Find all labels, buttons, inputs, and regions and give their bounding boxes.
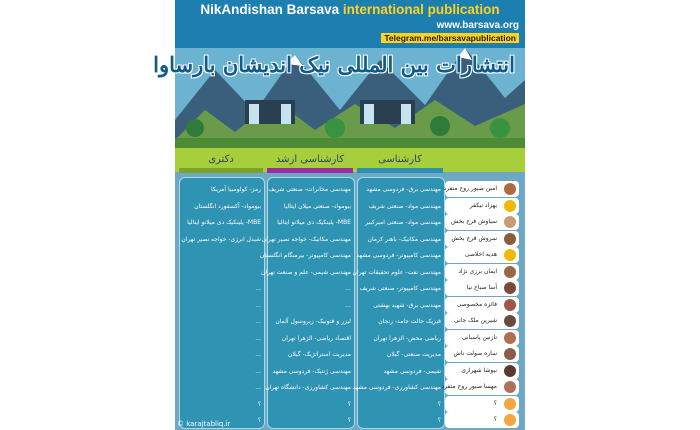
publisher-title: انتشارات بین المللی نیک اندیشان بارساوا <box>153 52 515 77</box>
avatar <box>504 414 516 426</box>
master-entry: مهندسی شیمی- علم و صنعت تهران <box>261 268 351 276</box>
avatar <box>504 200 516 212</box>
phd-entry: ... <box>255 318 261 325</box>
person-card <box>445 297 519 313</box>
column-band-phd <box>179 168 263 173</box>
avatar <box>504 332 516 344</box>
brand-name <box>175 2 525 17</box>
avatar <box>504 233 516 245</box>
person-card <box>445 363 519 379</box>
person-name: ؟ <box>493 416 497 423</box>
person-name: امین صبور روح متفرد <box>443 185 497 192</box>
bachelor-entry: مهندسی کامپیوتر- صنعتی شریف <box>359 285 441 292</box>
person-card <box>445 313 519 329</box>
phd-entry: ... <box>255 351 261 358</box>
person-name: آسا صباح نیا <box>466 284 497 291</box>
poster <box>153 0 525 430</box>
avatar <box>504 315 516 327</box>
person-name: سیاوش فرج بخش <box>451 218 497 225</box>
master-entry: مهندسی کشاورزی- دانشگاه تهران <box>265 384 351 391</box>
avatar <box>504 365 516 377</box>
website-url[interactable]: www.barsava.org <box>436 20 519 31</box>
credit-text: © karajtabliq.ir <box>177 420 231 428</box>
phd-entry: MBE- پلینکیک دی میلانو ایتالیا <box>187 219 261 226</box>
column-band-bachelor <box>357 168 443 173</box>
person-name: نازنین پاسبانی <box>461 333 497 341</box>
master-entry: مدیریت استراتژیک- گیلان <box>287 351 351 358</box>
avatar <box>504 266 516 278</box>
person-card <box>445 396 519 412</box>
phd-entry: ... <box>255 384 261 391</box>
avatar <box>504 249 516 261</box>
column-header-bachelor: کارشناسی <box>378 154 422 165</box>
master-entry: MBE- پلینکیک دی میلانو ایتالیا <box>277 219 351 226</box>
master-entry: ... <box>345 301 351 309</box>
person-card <box>445 181 519 197</box>
person-name: نیوشا شهرازی <box>461 366 497 374</box>
person-name: شیرین ملک جانی <box>454 317 497 324</box>
person-name: ساره صولت ناش <box>453 350 497 357</box>
avatar <box>504 398 516 410</box>
person-card <box>445 214 519 230</box>
person-card <box>445 264 519 280</box>
phd-entry: ... <box>255 285 261 292</box>
phd-entry: بیومواد- آکسفورد انگلستان <box>194 202 261 210</box>
person-name: سروش فرج بخش <box>451 234 497 242</box>
person-name: ایمان برزی نژاد <box>458 267 497 275</box>
person-name: بهزاد نیکفر <box>469 201 497 209</box>
master-entry: مهندسی مکانیک- خواجه نصیر تهران <box>261 235 351 243</box>
person-name: فائزه مخصوصی <box>456 300 497 308</box>
bachelor-entry: مهندسی مواد- صنعتی شریف <box>368 202 441 210</box>
avatar <box>504 282 516 294</box>
bachelor-entry: ؟ <box>437 417 441 424</box>
bachelor-entry: مهندسی برق- فردوسی مشهد <box>366 186 441 193</box>
person-name: ؟ <box>493 399 497 407</box>
column-header-phd: دکتری <box>208 154 234 165</box>
bachelor-entry: ریاضی محض- الزهرا تهران <box>373 334 441 342</box>
person-card <box>441 379 519 395</box>
master-entry: لیزر و فتونیک- زیروسول آلمان <box>275 318 351 325</box>
person-card <box>445 280 519 296</box>
master-entry: اقتصاد ریاضی- الزهرا تهران <box>281 334 351 342</box>
person-card <box>445 231 519 247</box>
phd-entry: ... <box>255 367 261 375</box>
master-entry: ؟ <box>347 400 351 408</box>
master-entry: بیومواد- صنعتی میلان ایتالیا <box>283 202 351 210</box>
master-entry: مهندسی ژنتیک- فردوسی مشهد <box>272 367 351 375</box>
phd-entry: ؟ <box>257 417 261 424</box>
person-card <box>445 247 519 263</box>
person-name: هدیه اخلاصی <box>464 251 497 258</box>
telegram-link[interactable]: Telegram.me/barsavapublication <box>381 33 519 43</box>
bachelor-entry: مهندسی مواد- صنعتی امیرکبیر <box>365 219 441 226</box>
bachelor-entry: مهندسی کشاورزی- فردوسی مشهد <box>352 384 441 391</box>
bachelor-entry: مهندسی کامپیوتر- فردوسی مشهد <box>356 252 441 259</box>
bachelor-entry: مهندسی مکانیک- باهنر کرمان <box>367 235 441 243</box>
person-card <box>445 346 519 362</box>
avatar <box>504 348 516 360</box>
phd-entry: ... <box>255 301 261 309</box>
person-card <box>445 198 519 214</box>
bachelor-entry: مهندسی برق- شهید بهشتی <box>373 301 441 309</box>
avatar <box>504 216 516 228</box>
phd-entry: ... <box>255 334 261 342</box>
master-entry: مهندسی کامپیوتر- بیرمنگام انگلستان <box>259 252 351 259</box>
column-band-master <box>267 168 353 173</box>
master-entry: مهندسی مخابرات- صنعتی شریف <box>268 186 351 193</box>
bachelor-entry: ؟ <box>437 400 441 408</box>
master-entry: ؟ <box>347 417 351 424</box>
master-entry: ... <box>345 285 351 292</box>
person-card <box>445 330 519 346</box>
brand-name-part1: NikAndishan Barsava <box>200 2 340 17</box>
bachelor-entry: مهندسی نفت- علوم تحقیقات تهران <box>352 268 441 276</box>
phd-entry: شیدل انرژی- خواجه نصیر تهران <box>181 235 261 243</box>
avatar <box>504 183 516 195</box>
avatar <box>504 381 516 393</box>
phd-entry: رمز- کولومبیا آمریکا <box>211 186 261 193</box>
bachelor-entry: شیمی- فردوسی مشهد <box>383 367 441 375</box>
brand-name-part2: international publication <box>342 2 500 17</box>
bachelor-entry: فیزیک حالت جامد- زنجان <box>378 318 441 325</box>
bachelor-entry: مدیریت صنعتی- گیلان <box>386 351 441 358</box>
column-header-master: کارشناسی ارشد <box>275 154 345 165</box>
avatar <box>504 299 516 311</box>
person-card <box>445 412 519 428</box>
person-name: مهسا صبور روح متفرد <box>441 383 497 390</box>
phd-entry: ؟ <box>257 400 261 408</box>
